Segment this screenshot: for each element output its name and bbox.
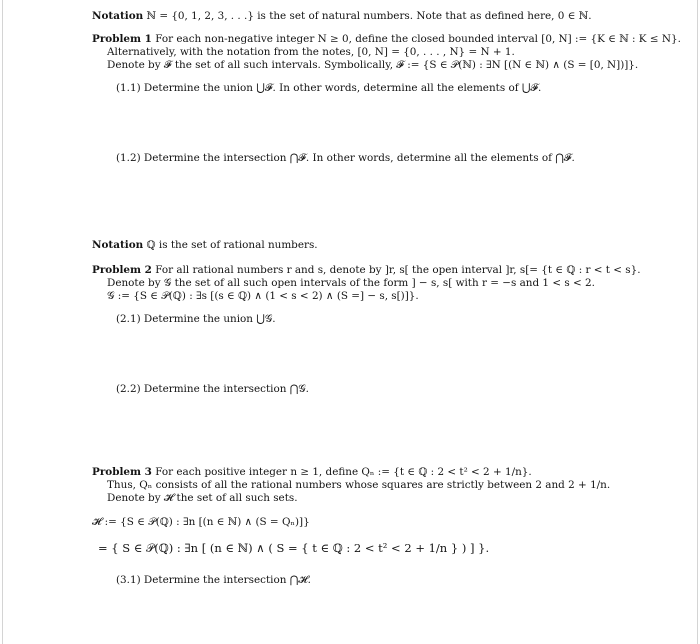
problem1-line3: Denote by 𝓕 the set of all such intervals. Symbolically, 𝓕 := {S ∈ 𝒫(ℕ) : ∃N [(N ∈ ℕ) ∧ (S = [0, N])]}.	[107, 59, 639, 71]
problem1-line1: For each non-negative integer N ≥ 0, define the closed bounded interval [0, N] := {K ∈ ℕ : K ≤ N}.	[155, 33, 681, 45]
question-2-2: (2.2) Determine the intersection ⋂𝒢.	[116, 383, 309, 395]
problem2-statement	[92, 264, 641, 277]
problem3-line2: Thus, Qₙ consists of all the rational numbers whose squares are strictly between 2 and 2 + 1/n.	[107, 479, 611, 491]
problem3-line1: For each positive integer n ≥ 1, define Qₙ := {t ∈ ℚ : 2 < t² < 2 + 1/n}.	[155, 466, 532, 478]
notation2-text: ℚ is the set of rational numbers.	[146, 239, 318, 251]
problem1-statement	[92, 33, 681, 46]
notation-text: ℕ = {0, 1, 2, 3, . . .} is the set of natural numbers. Note that as defined here, 0 ∈ ℕ.	[146, 10, 592, 22]
question-2-1: (2.1) Determine the union ⋃𝒢.	[116, 313, 276, 325]
problem2-line2: Denote by 𝒢 the set of all such open intervals of the form ] − s, s[ with r = −s and 1 < s < 2.	[107, 277, 595, 289]
problem1-label: Problem 1	[92, 33, 152, 45]
problem2-label: Problem 2	[92, 264, 152, 276]
question-1-1: (1.1) Determine the union ⋃𝓕. In other words, determine all the elements of ⋃𝓕.	[116, 82, 542, 94]
notation-label: Notation	[92, 10, 144, 22]
equation-h-expanded: = { S ∈ 𝒫(ℚ) : ∃n [ (n ∈ ℕ) ∧ ( S = { t ∈ ℚ : 2 < t² < 2 + 1/n } ) ] }.	[98, 541, 490, 555]
notation-natural-numbers	[92, 10, 592, 23]
notation-rational-numbers	[92, 239, 318, 252]
equation-h-definition: 𝓗 := {S ∈ 𝒫(ℚ) : ∃n [(n ∈ ℕ) ∧ (S = Qₙ)]}	[92, 516, 310, 528]
problem2-line1: For all rational numbers r and s, denote by ]r, s[ the open interval ]r, s[= {t ∈ ℚ : r < t < s}.	[155, 264, 641, 276]
problem3-line3: Denote by 𝓗 the set of all such sets.	[107, 492, 298, 504]
notation2-label: Notation	[92, 239, 144, 251]
question-3-1: (3.1) Determine the intersection ⋂𝓗.	[116, 574, 311, 586]
problem3-statement	[92, 466, 532, 479]
problem1-line2: Alternatively, with the notation from the notes, [0, N] = {0, . . . , N} = N + 1.	[107, 46, 515, 58]
question-1-2: (1.2) Determine the intersection ⋂𝓕. In other words, determine all the elements of ⋂𝓕.	[116, 152, 575, 164]
problem2-line3: 𝒢 := {S ∈ 𝒫(ℚ) : ∃s [(s ∈ ℚ) ∧ (1 < s < 2) ∧ (S =] − s, s[)]}.	[107, 290, 419, 302]
problem3-label: Problem 3	[92, 466, 152, 478]
